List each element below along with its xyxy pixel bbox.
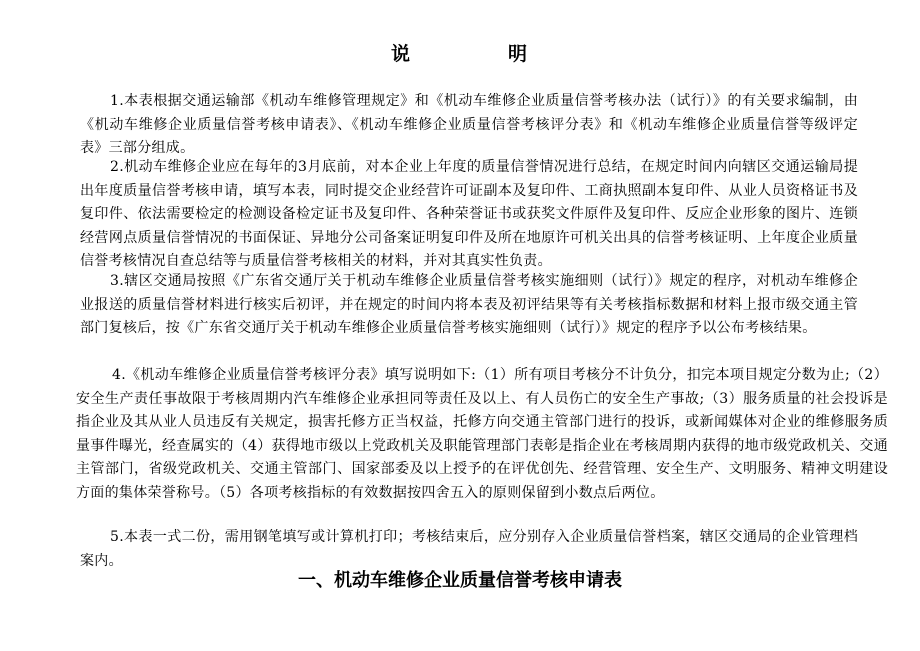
paragraph-3: 3.辖区交通局按照《广东省交通厅关于机动车维修企业质量信誉考核实施细则（试行）》规定的程序，对机动车维修企业报送的质量信誉材料进行核实后初评，并在规定的时间内将本表及初评结果等有关考核指标数据和材料上报市级交通主管部门复核后，按《广东省交通厅关于机动车维修企业质量信誉考核实施细则（试行）》规定的程序予以公布考核结果。 (80, 273, 858, 336)
paragraph-1: 1.本表根据交通运输部《机动车维修管理规定》和《机动车维修企业质量信誉考核办法（试行）》的有关要求编制，由《机动车维修企业质量信誉考核申请表》、《机动车维修企业质量信誉考核评分表》和《机动车维修企业质量信誉等级评定表》三部分组成。 (80, 93, 858, 156)
paragraph-2: 2.机动车维修企业应在每年的3月底前，对本企业上年度的质量信誉情况进行总结，在规定时间内向辖区交通运输局提出年度质量信誉考核申请，填写本表，同时提交企业经营许可证副本及复印件、工商执照副本复印件、从业人员资格证书及复印件、依法需要检定的检测设备检定证书及复印件、各种荣誉证书或获奖文件原件及复印件、反应企业形象的图片、连锁经营网点质量信誉情况的书面保证、异地分公司备案证明复印件及所在地原许可机关出具的信誉考核证明、上年度企业质量信誉考核情况自查总结等与质量信誉考核相关的材料，并对其真实性负责。 (80, 159, 858, 269)
paragraph-4: 4.《机动车维修企业质量信誉考核评分表》填写说明如下:（1）所有项目考核分不计负分，扣完本项目规定分数为止;（2）安全生产责任事故限于考核周期内汽车维修企业承担同等责任及以上、有人员伤亡的安全生产事故;（3）服务质量的社会投诉是指企业及其从业人员违反有关规定，损害托修方正当权益，托修方向交通主管部门进行的投诉，或新闻媒体对企业的维修服务质量事件曝光，经查属实的（4）获得地市级以上党政机关及职能管理部门表彰是指企业在考核周期内获得的地市级党政机关、交通主管部门，省级党政机关、交通主管部门、国家部委及以上授予的在评优创先、经营管理、安全生产、文明服务、精神文明建设方面的集体荣誉称号。（5）各项考核指标的有效数据按四舍五入的原则保留到小数点后两位。 (76, 367, 888, 501)
title-char-1: 说 (390, 43, 412, 65)
title-char-2: 明 (508, 43, 530, 65)
paragraph-5: 5.本表一式二份，需用钢笔填写或计算机打印；考核结束后，应分别存入企业质量信誉档案，辖区交通局的企业管理档案内。 (80, 529, 858, 569)
section-heading: 一、机动车维修企业质量信誉考核申请表 (298, 570, 622, 591)
document-title (0, 42, 920, 66)
